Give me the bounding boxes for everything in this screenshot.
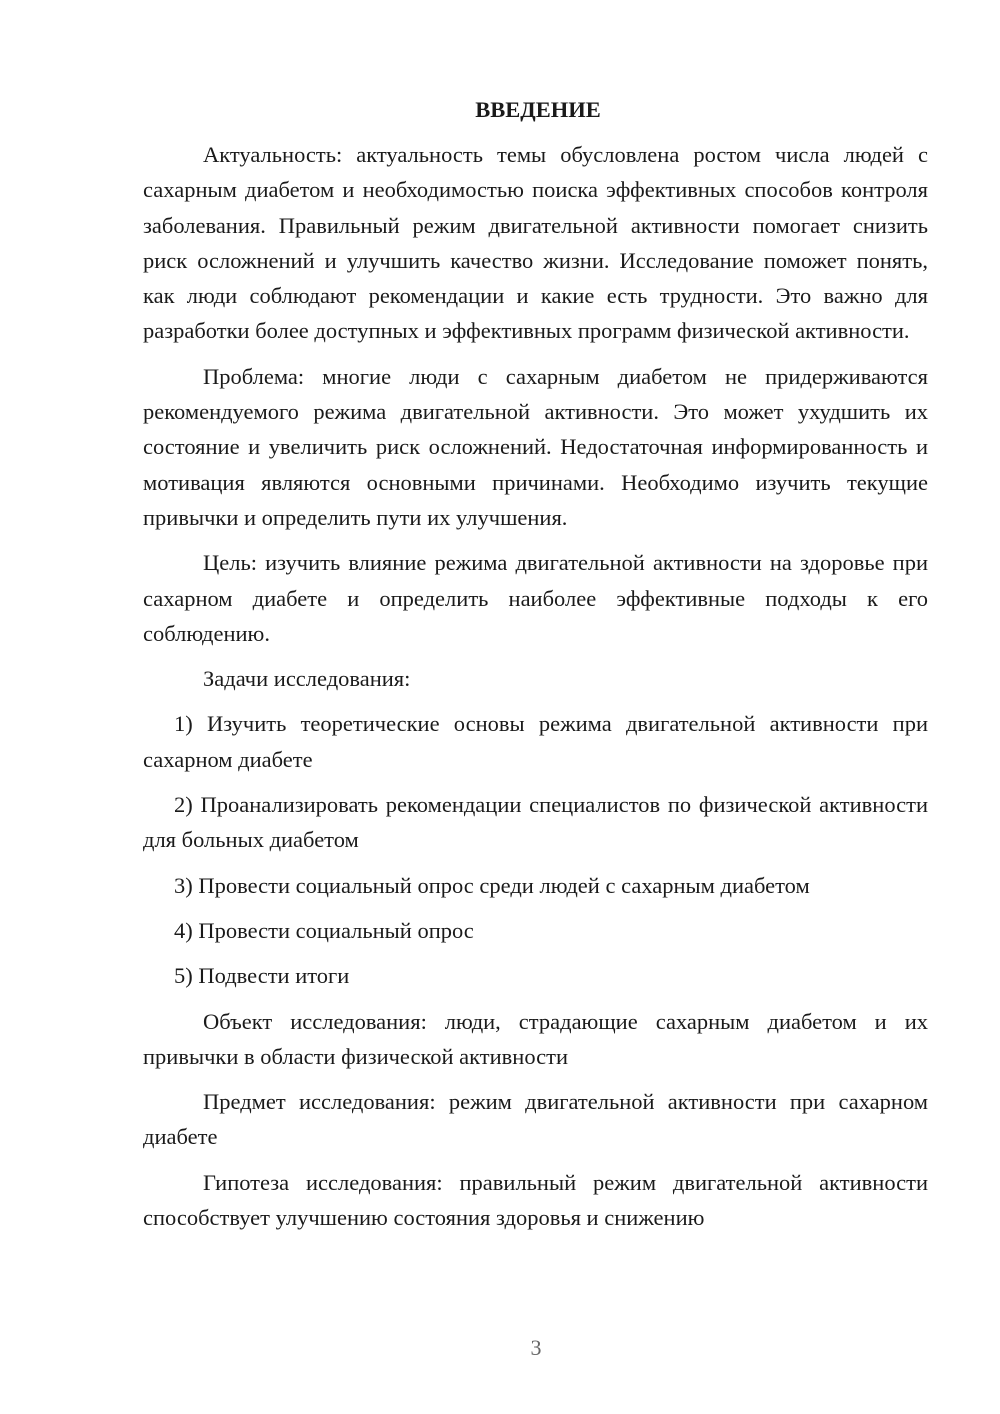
page-number: 3 (530, 1335, 542, 1360)
goal-paragraph: Цель: изучить влияние режима двигательной активности на здоровье при сахарном диабете и определить наиболее эффективные подходы к его соблюдению. (143, 550, 928, 646)
task-item-5: 5) Подвести итоги (174, 963, 350, 989)
task-item-1: 1) Изучить теоретические основы режима двигательной активности при сахарном диабете (143, 711, 928, 772)
hypothesis-paragraph: Гипотеза исследования: правильный режим двигательной активности способствует улучшению состояния здоровья и снижению (143, 1169, 928, 1231)
relevance-paragraph: Актуальность: актуальность темы обусловлена ростом числа людей с сахарным диабетом и необходимостью поиска эффективных способов контроля заболевания. Правильный режим двигательной активности помогает снизить риск осложнений и улучшить качество жизни. Исследование поможет понять, как люди соблюдают рекомендации и какие есть трудности. Это важно для разработки более доступных и эффективных программ физической активности. (143, 142, 928, 344)
problem-paragraph: Проблема: многие люди с сахарным диабетом не придерживаются рекомендуемого режима двигательной активности. Это может ухудшить их состояние и увеличить риск осложнений. Недостаточная информированность и мотивация являются основными причинами. Необходимо изучить текущие привычки и определить пути их улучшения. (143, 363, 928, 530)
task-item-3: 3) Провести социальный опрос среди людей с сахарным диабетом (174, 872, 810, 898)
object-paragraph: Объект исследования: люди, страдающие сахарным диабетом и их привычки в области физической активности (143, 1008, 928, 1069)
section-title: ВВЕДЕНИЕ (475, 97, 601, 122)
task-item-4: 4) Провести социальный опрос (174, 917, 474, 943)
task-item-2: 2) Проанализировать рекомендации специалистов по физической активности для больных диабетом (143, 792, 928, 853)
page-content (143, 92, 928, 1245)
tasks-heading: Задачи исследования: (203, 666, 411, 692)
subject-paragraph: Предмет исследования: режим двигательной активности при сахарном диабете (143, 1089, 928, 1150)
